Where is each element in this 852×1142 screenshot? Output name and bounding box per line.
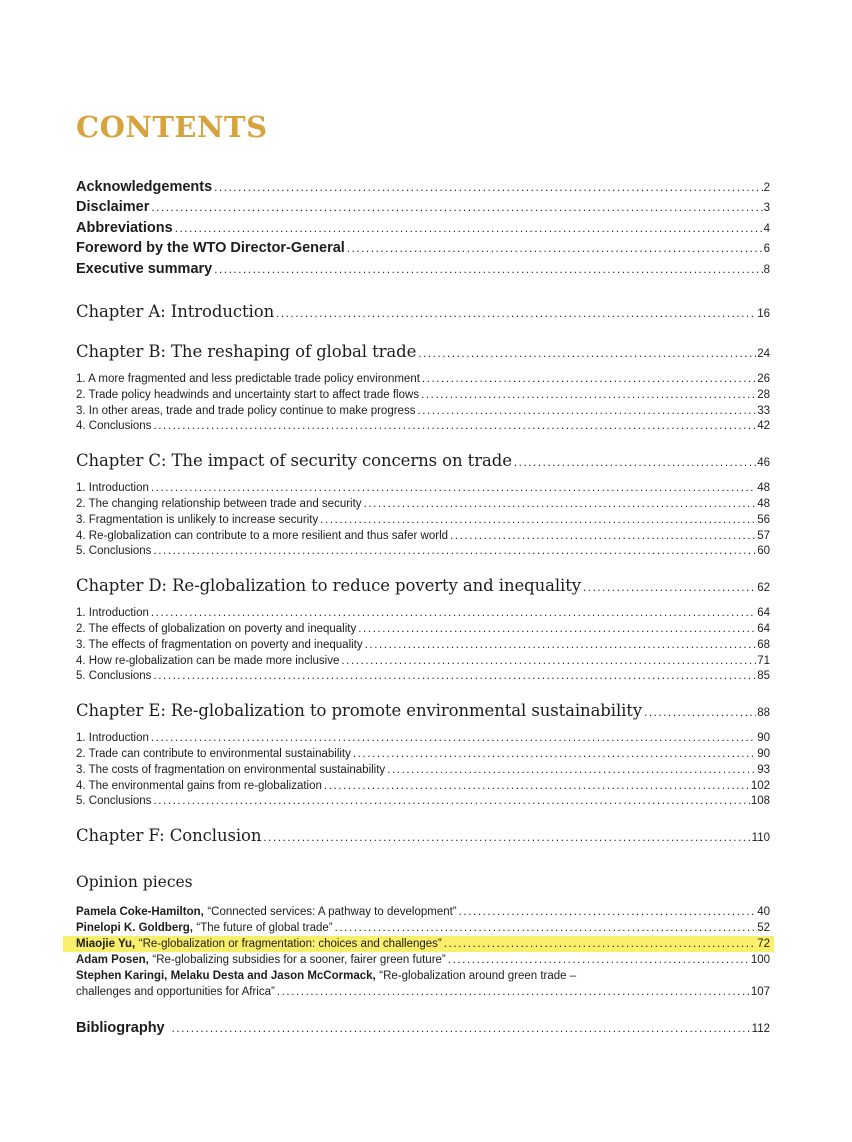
dot-leader bbox=[149, 199, 762, 218]
dot-leader bbox=[212, 261, 762, 280]
section-entry[interactable] bbox=[76, 388, 770, 404]
chapter-block bbox=[76, 574, 770, 685]
dot-leader bbox=[385, 763, 756, 779]
toc-entry-page-number: 62 bbox=[757, 582, 770, 595]
opinion-piece-label bbox=[76, 968, 576, 984]
dot-leader bbox=[345, 240, 763, 259]
toc-entry-label: 2. Trade can contribute to environmental sustainability bbox=[76, 747, 351, 760]
dot-leader bbox=[275, 984, 750, 1000]
chapter-heading-entry[interactable] bbox=[76, 449, 770, 475]
opinion-piece-entry[interactable] bbox=[63, 936, 774, 952]
toc-entry-page-number: 90 bbox=[757, 747, 770, 760]
dot-leader bbox=[149, 606, 756, 622]
opinion-piece-label bbox=[76, 904, 457, 920]
dot-leader bbox=[173, 220, 763, 239]
opinion-quote: “The future of global trade” bbox=[196, 922, 333, 935]
toc-entry-page-number: 48 bbox=[757, 482, 770, 495]
section-entry[interactable] bbox=[76, 606, 770, 622]
toc-entry-page-number: 42 bbox=[757, 420, 770, 433]
toc-entry-label: Acknowledgements bbox=[76, 179, 213, 195]
chapter-sections-list bbox=[76, 606, 770, 685]
dot-leader bbox=[442, 936, 756, 952]
toc-entry-page-number: 100 bbox=[750, 954, 770, 967]
toc-entry-page-number: 4 bbox=[763, 222, 770, 235]
section-entry[interactable] bbox=[76, 419, 770, 435]
toc-entry-label: 3. In other areas, trade and trade policy continue to make progress bbox=[76, 404, 416, 417]
opinion-piece-label bbox=[76, 952, 446, 968]
chapter-heading-entry[interactable] bbox=[76, 300, 770, 326]
toc-entry-label: 4. Re-globalization can contribute to a more resilient and thus safer world bbox=[76, 529, 449, 542]
dot-leader bbox=[415, 404, 756, 420]
toc-entry-label: 2. The effects of globalization on poverty and inequality bbox=[76, 623, 357, 635]
section-entry[interactable] bbox=[76, 544, 770, 560]
section-entry[interactable] bbox=[76, 404, 770, 420]
opinion-piece-entry[interactable] bbox=[76, 952, 770, 968]
dot-leader bbox=[333, 920, 757, 936]
toc-entry-page-number: 57 bbox=[757, 529, 770, 542]
toc-entry-page-number: 46 bbox=[757, 457, 770, 470]
dot-leader bbox=[149, 481, 756, 497]
bibliography-page-number: 112 bbox=[751, 1023, 770, 1036]
opinion-piece-label bbox=[76, 920, 333, 936]
opinion-quote: “Re-globalization or fragmentation: choices and challenges” bbox=[138, 938, 442, 951]
chapter-heading-entry[interactable] bbox=[76, 699, 770, 725]
dot-leader bbox=[420, 372, 756, 388]
toc-entry-label: Disclaimer bbox=[76, 199, 150, 216]
toc-entry-page-number: 110 bbox=[751, 832, 770, 845]
dot-leader bbox=[151, 544, 756, 560]
section-entry[interactable] bbox=[76, 669, 770, 685]
toc-entry-label: Chapter E: Re-globalization to promote environmental sustainability bbox=[76, 701, 643, 721]
opinion-piece-entry[interactable] bbox=[76, 920, 770, 936]
dot-leader bbox=[339, 654, 756, 670]
dot-leader bbox=[149, 731, 756, 747]
section-entry[interactable] bbox=[76, 372, 770, 388]
opinion-piece-entry[interactable] bbox=[76, 968, 770, 984]
chapter-block bbox=[76, 449, 770, 560]
bibliography-label: Bibliography bbox=[76, 1020, 165, 1037]
toc-entry-page-number: 28 bbox=[757, 388, 770, 401]
toc-entry-label: 4. The environmental gains from re-globalization bbox=[76, 779, 322, 792]
toc-entry-label: Abbreviations bbox=[76, 219, 173, 236]
toc-entry-page-number: 71 bbox=[757, 654, 770, 667]
toc-entry-label: 1. Introduction bbox=[76, 607, 149, 620]
chapter-heading-entry[interactable] bbox=[76, 824, 770, 850]
toc-entry-page-number: 102 bbox=[750, 779, 770, 792]
toc-entry-page-number: 56 bbox=[757, 513, 770, 526]
section-entry[interactable] bbox=[76, 638, 770, 654]
toc-entry-page-number: 24 bbox=[757, 348, 770, 361]
section-entry[interactable] bbox=[76, 731, 770, 747]
toc-entry-page-number: 8 bbox=[763, 263, 770, 276]
toc-entry-label: 2. Trade policy headwinds and uncertainty start to affect trade flows bbox=[76, 388, 420, 401]
opinion-author: Pinelopi K. Goldberg, bbox=[76, 922, 193, 935]
toc-entry-label: challenges and opportunities for Africa” bbox=[76, 986, 275, 999]
page-title: CONTENTS bbox=[76, 110, 268, 144]
toc-entry[interactable] bbox=[76, 178, 770, 198]
toc-entry-label: 1. Introduction bbox=[76, 482, 149, 495]
opinion-quote: “Connected services: A pathway to development” bbox=[207, 906, 457, 919]
dot-leader bbox=[446, 952, 750, 968]
dot-leader bbox=[362, 497, 757, 513]
toc-entry-label: Foreword by the WTO Director-General bbox=[76, 240, 345, 257]
section-entry[interactable] bbox=[76, 747, 770, 763]
section-entry[interactable] bbox=[76, 654, 770, 670]
chapter-block bbox=[76, 824, 770, 850]
toc-entry-page-number: 72 bbox=[757, 938, 770, 951]
opinion-piece-label bbox=[76, 936, 442, 952]
toc-entry[interactable] bbox=[76, 198, 770, 218]
opinion-quote: “Re-globalizing subsidies for a sooner, fairer green future” bbox=[152, 954, 446, 967]
dot-leader bbox=[448, 529, 756, 545]
toc-entry-label: 5. Conclusions bbox=[76, 545, 152, 558]
opinion-author: Stephen Karingi, Melaku Desta and Jason McCormack, bbox=[76, 970, 376, 983]
opinion-pieces-section bbox=[76, 872, 770, 1000]
toc-entry-label: Chapter F: Conclusion bbox=[76, 826, 262, 846]
opinion-pieces-heading: Opinion pieces bbox=[76, 873, 193, 892]
toc-entry-page-number: 33 bbox=[757, 404, 770, 417]
toc-entry[interactable] bbox=[76, 260, 770, 280]
opinion-author: Pamela Coke-Hamilton, bbox=[76, 906, 204, 919]
toc-entry-page-number: 64 bbox=[757, 623, 770, 635]
chapter-sections-list bbox=[76, 481, 770, 560]
section-entry[interactable] bbox=[76, 779, 770, 795]
dot-leader bbox=[512, 451, 756, 475]
opinion-piece-entry-continuation[interactable] bbox=[76, 984, 770, 1000]
chapters-list bbox=[76, 300, 770, 850]
dot-leader bbox=[356, 622, 756, 638]
opinion-quote: “Re-globalization around green trade – bbox=[379, 970, 577, 983]
dot-leader bbox=[261, 826, 750, 850]
toc-entry-page-number: 16 bbox=[757, 308, 770, 321]
chapter-block bbox=[76, 699, 770, 810]
toc-entry-label: 4. Conclusions bbox=[76, 420, 152, 433]
opinion-author: Miaojie Yu, bbox=[76, 938, 136, 951]
toc-entry-page-number: 90 bbox=[757, 732, 770, 745]
chapter-sections-list bbox=[76, 372, 770, 435]
toc-entry-label: Chapter C: The impact of security concerns on trade bbox=[76, 451, 512, 471]
dot-leader bbox=[165, 1019, 751, 1039]
toc-entry-page-number: 3 bbox=[763, 202, 770, 215]
toc-entry-label: 4. How re-globalization can be made more inclusive bbox=[76, 654, 340, 667]
toc-entry-page-number: 26 bbox=[757, 373, 770, 386]
toc-entry-label: 5. Conclusions bbox=[76, 795, 152, 808]
toc-entry-page-number: 88 bbox=[757, 707, 770, 720]
chapter-heading-entry[interactable] bbox=[76, 574, 770, 600]
dot-leader bbox=[212, 179, 762, 198]
opinion-pieces-list bbox=[76, 904, 770, 1000]
dot-leader bbox=[151, 794, 749, 810]
toc-entry-label: 3. Fragmentation is unlikely to increase security bbox=[76, 513, 319, 526]
dot-leader bbox=[351, 747, 756, 763]
toc-entry-label: 1. A more fragmented and less predictable trade policy environment bbox=[76, 373, 420, 386]
dot-leader bbox=[318, 513, 756, 529]
chapter-sections-list bbox=[76, 731, 770, 810]
dot-leader bbox=[416, 342, 756, 366]
toc-entry-page-number: 52 bbox=[757, 922, 770, 935]
toc-entry-page-number: 108 bbox=[750, 795, 770, 808]
toc-entry-page-number: 93 bbox=[757, 763, 770, 776]
toc-entry-page-number: 40 bbox=[757, 906, 770, 919]
toc-entry-label: 1. Introduction bbox=[76, 732, 149, 745]
chapter-block bbox=[76, 340, 770, 435]
dot-leader bbox=[581, 576, 756, 600]
dot-leader bbox=[274, 302, 756, 326]
toc-entry-label: Executive summary bbox=[76, 260, 213, 277]
section-entry[interactable] bbox=[76, 622, 770, 638]
dot-leader bbox=[151, 669, 756, 685]
bibliography-entry[interactable] bbox=[76, 1018, 770, 1039]
dot-leader bbox=[642, 701, 756, 725]
toc-entry-page-number: 85 bbox=[757, 670, 770, 683]
opinion-author: Adam Posen, bbox=[76, 954, 149, 967]
section-entry[interactable] bbox=[76, 513, 770, 529]
opinion-piece-entry[interactable] bbox=[76, 904, 770, 920]
toc-entry-page-number: 64 bbox=[757, 607, 770, 620]
toc-entry-page-number: 6 bbox=[763, 243, 770, 256]
section-entry[interactable] bbox=[76, 794, 770, 810]
dot-leader bbox=[151, 419, 756, 435]
toc-entry-page-number: 48 bbox=[757, 498, 770, 511]
chapter-block bbox=[76, 300, 770, 326]
toc-entry-label: Chapter D: Re-globalization to reduce poverty and inequality bbox=[76, 576, 581, 596]
toc-entry-page-number: 2 bbox=[763, 182, 770, 194]
toc-entry-page-number: 68 bbox=[757, 638, 770, 651]
dot-leader bbox=[457, 904, 757, 920]
toc-entry-label: 2. The changing relationship between trade and security bbox=[76, 498, 362, 511]
section-entry[interactable] bbox=[76, 497, 770, 513]
front-matter-list bbox=[76, 178, 770, 280]
toc-entry[interactable] bbox=[76, 239, 770, 259]
toc-entry[interactable] bbox=[76, 219, 770, 239]
section-entry[interactable] bbox=[76, 529, 770, 545]
toc-entry-label: 3. The effects of fragmentation on poverty and inequality bbox=[76, 638, 363, 651]
section-entry[interactable] bbox=[76, 763, 770, 779]
section-entry[interactable] bbox=[76, 481, 770, 497]
toc-entry-label: 5. Conclusions bbox=[76, 670, 152, 683]
chapter-heading-entry[interactable] bbox=[76, 340, 770, 366]
dot-leader bbox=[419, 388, 756, 404]
toc-entry-page-number: 60 bbox=[757, 545, 770, 558]
toc-entry-page-number: 107 bbox=[750, 986, 770, 999]
toc-entry-label: 3. The costs of fragmentation on environmental sustainability bbox=[76, 763, 386, 776]
toc-entry-label: Chapter B: The reshaping of global trade bbox=[76, 342, 417, 362]
dot-leader bbox=[322, 779, 750, 795]
toc-entry-label: Chapter A: Introduction bbox=[76, 302, 275, 322]
dot-leader bbox=[363, 638, 757, 654]
